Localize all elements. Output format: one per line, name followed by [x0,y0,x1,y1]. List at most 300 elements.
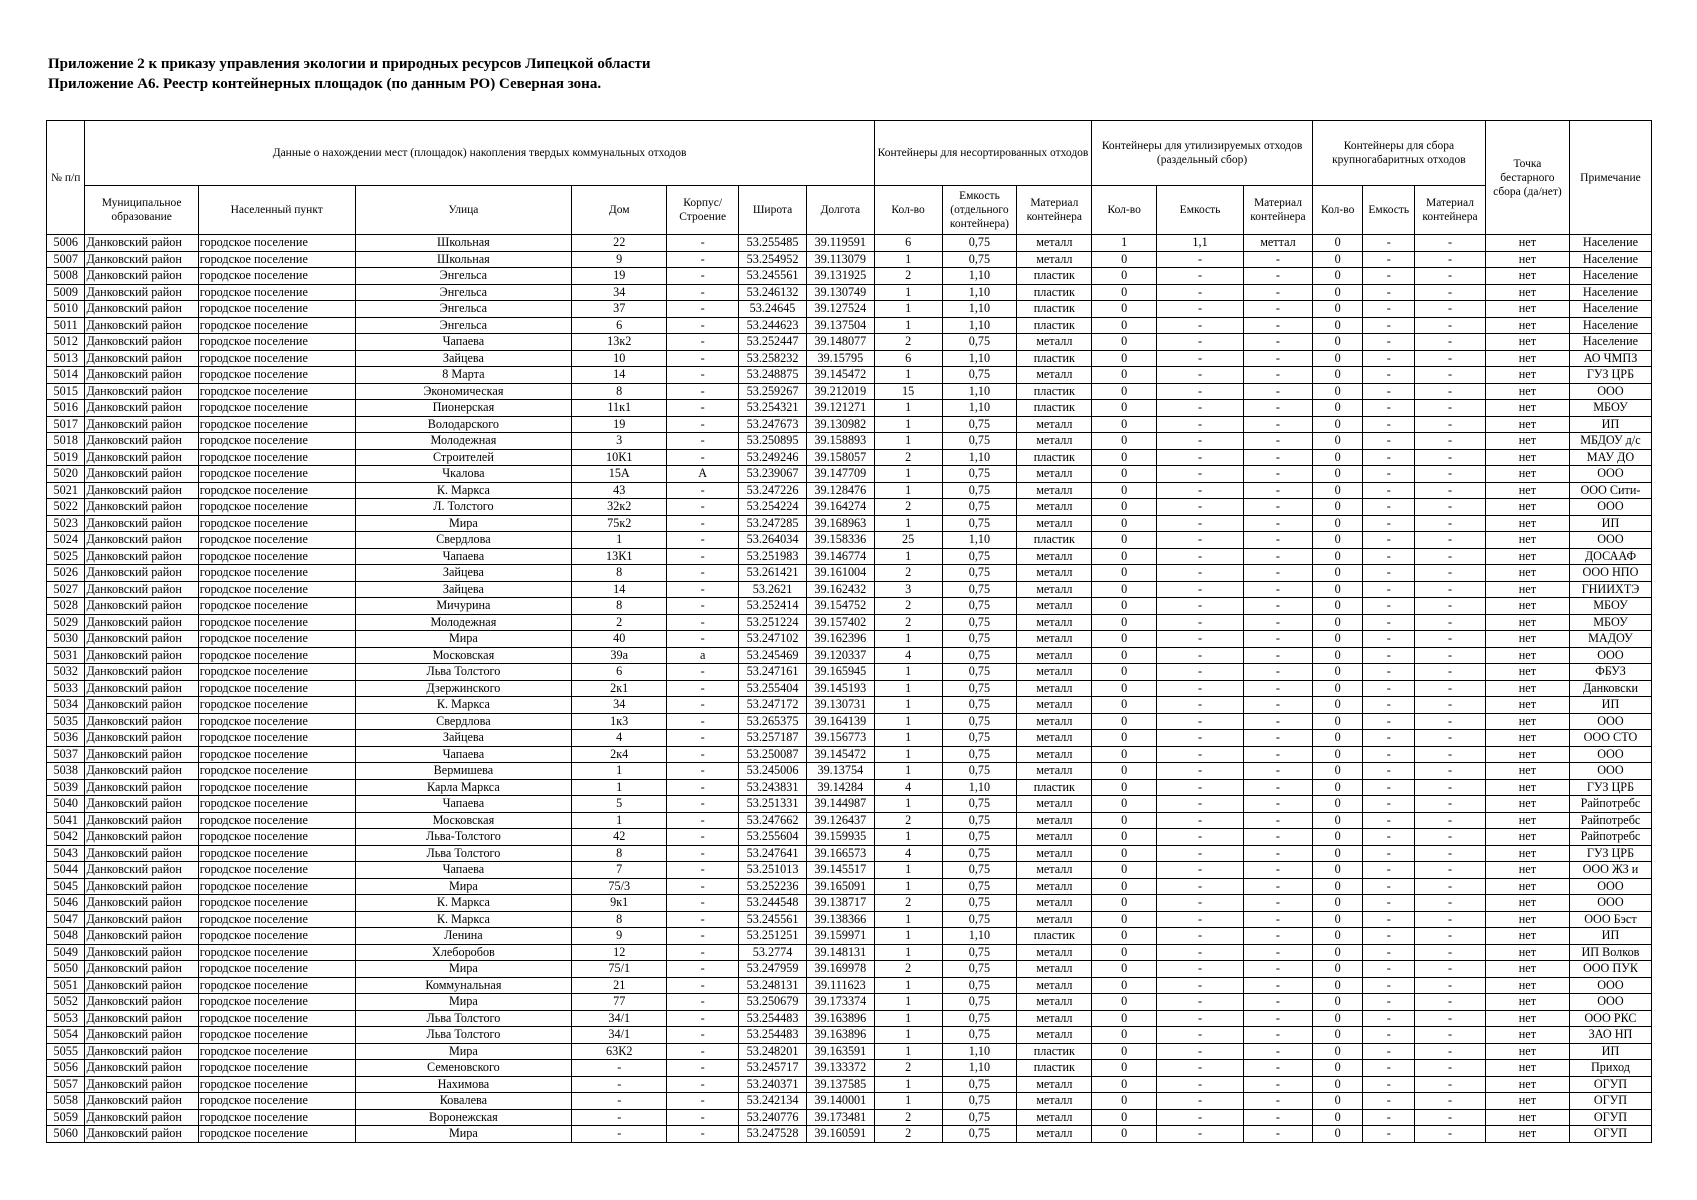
cell-note: ООО [1569,647,1651,664]
cell-bulky-count: 0 [1312,713,1363,730]
cell-settlement: городское поселение [198,1126,355,1143]
cell-bagless: нет [1485,1076,1569,1093]
table-row [47,350,1652,367]
cell-house: 11к1 [572,400,667,417]
cell-house: 13к2 [572,334,667,351]
table-row [47,268,1652,285]
cell-municipality: Данковский район [85,548,198,565]
cell-unsorted-material: металл [1017,1126,1092,1143]
cell-note: ООО СТО [1569,730,1651,747]
cell-lat: 53.250895 [739,433,807,450]
cell-lat: 53.255485 [739,235,807,252]
cell-unsorted-capacity: 0,75 [942,1093,1017,1110]
cell-house: 75/3 [572,878,667,895]
cell-recycle-capacity: - [1157,1027,1244,1044]
cell-recycle-material: - [1244,367,1313,384]
cell-recycle-count: 0 [1092,845,1157,862]
cell-building: - [667,1043,739,1060]
cell-settlement: городское поселение [198,598,355,615]
cell-note: МАДОУ [1569,631,1651,648]
cell-house: 75к2 [572,515,667,532]
cell-unsorted-capacity: 0,75 [942,1027,1017,1044]
cell-bulky-material: - [1415,746,1486,763]
cell-building: - [667,944,739,961]
cell-unsorted-material: металл [1017,713,1092,730]
cell-unsorted-count: 1 [874,730,942,747]
table-row [47,383,1652,400]
cell-street: Свердлова [355,713,572,730]
cell-unsorted-capacity: 0,75 [942,581,1017,598]
table-row [47,928,1652,945]
cell-bulky-count: 0 [1312,334,1363,351]
cell-recycle-material: - [1244,878,1313,895]
cell-settlement: городское поселение [198,466,355,483]
cell-lon: 39.157402 [806,614,874,631]
cell-bulky-capacity: - [1363,664,1415,681]
cell-recycle-material: - [1244,383,1313,400]
cell-bulky-capacity: - [1363,796,1415,813]
cell-street: Мира [355,631,572,648]
cell-bulky-capacity: - [1363,1126,1415,1143]
cell-bulky-capacity: - [1363,400,1415,417]
cell-building: - [667,515,739,532]
table-row [47,664,1652,681]
cell-street: Молодежная [355,614,572,631]
cell-street: 8 Марта [355,367,572,384]
cell-unsorted-capacity: 0,75 [942,1076,1017,1093]
cell-bulky-material: - [1415,400,1486,417]
cell-unsorted-material: металл [1017,499,1092,516]
table-row [47,1076,1652,1093]
cell-recycle-capacity: - [1157,911,1244,928]
cell-recycle-capacity: - [1157,697,1244,714]
cell-lat: 53.244623 [739,317,807,334]
cell-bulky-capacity: - [1363,730,1415,747]
cell-house: 8 [572,845,667,862]
cell-bulky-material: - [1415,697,1486,714]
cell-unsorted-capacity: 1,10 [942,532,1017,549]
cell-street: Коммунальная [355,977,572,994]
cell-recycle-count: 0 [1092,730,1157,747]
cell-unsorted-count: 2 [874,961,942,978]
cell-bagless: нет [1485,878,1569,895]
cell-unsorted-count: 1 [874,680,942,697]
cell-settlement: городское поселение [198,433,355,450]
cell-house: 21 [572,977,667,994]
cell-recycle-count: 0 [1092,911,1157,928]
cell-bulky-count: 0 [1312,1126,1363,1143]
cell-unsorted-capacity: 0,75 [942,1109,1017,1126]
cell-bulky-material: - [1415,713,1486,730]
cell-bulky-capacity: - [1363,383,1415,400]
cell-recycle-material: - [1244,977,1313,994]
cell-unsorted-capacity: 1,10 [942,779,1017,796]
cell-municipality: Данковский район [85,1060,198,1077]
cell-recycle-count: 0 [1092,862,1157,879]
cell-note: ООО [1569,895,1651,912]
cell-recycle-count: 0 [1092,251,1157,268]
cell-bulky-material: - [1415,334,1486,351]
cell-bulky-capacity: - [1363,317,1415,334]
cell-lat: 53.257187 [739,730,807,747]
header-house: Дом [572,186,667,235]
cell-bulky-capacity: - [1363,581,1415,598]
cell-building: - [667,961,739,978]
cell-note: ООО Бэст [1569,911,1651,928]
cell-bulky-count: 0 [1312,433,1363,450]
table-row [47,367,1652,384]
cell-lon: 39.163896 [806,1010,874,1027]
cell-lon: 39.119591 [806,235,874,252]
cell-bulky-material: - [1415,647,1486,664]
cell-recycle-material: - [1244,515,1313,532]
cell-bagless: нет [1485,1109,1569,1126]
cell-row-num: 5037 [47,746,85,763]
cell-unsorted-capacity: 0,75 [942,548,1017,565]
cell-settlement: городское поселение [198,713,355,730]
cell-municipality: Данковский район [85,664,198,681]
cell-lon: 39.130982 [806,416,874,433]
cell-settlement: городское поселение [198,746,355,763]
cell-bulky-capacity: - [1363,499,1415,516]
cell-street: Чапаева [355,548,572,565]
cell-lon: 39.161004 [806,565,874,582]
cell-settlement: городское поселение [198,614,355,631]
cell-bulky-material: - [1415,779,1486,796]
cell-row-num: 5048 [47,928,85,945]
cell-row-num: 5054 [47,1027,85,1044]
cell-building: - [667,878,739,895]
cell-unsorted-capacity: 0,75 [942,746,1017,763]
cell-bulky-count: 0 [1312,812,1363,829]
cell-note: Население [1569,317,1651,334]
cell-bulky-capacity: - [1363,466,1415,483]
cell-unsorted-capacity: 0,75 [942,730,1017,747]
cell-unsorted-capacity: 0,75 [942,829,1017,846]
cell-unsorted-count: 1 [874,697,942,714]
cell-recycle-capacity: - [1157,416,1244,433]
cell-bulky-capacity: - [1363,1076,1415,1093]
cell-lat: 53.247285 [739,515,807,532]
cell-recycle-count: 0 [1092,400,1157,417]
cell-building: - [667,598,739,615]
cell-recycle-material: - [1244,730,1313,747]
cell-bagless: нет [1485,895,1569,912]
cell-bagless: нет [1485,482,1569,499]
header-unsorted-count: Кол-во [874,186,942,235]
cell-bulky-material: - [1415,664,1486,681]
cell-bulky-count: 0 [1312,994,1363,1011]
cell-recycle-material: - [1244,944,1313,961]
table-row [47,466,1652,483]
cell-row-num: 5057 [47,1076,85,1093]
cell-settlement: городское поселение [198,928,355,945]
table-row [47,829,1652,846]
cell-unsorted-material: металл [1017,862,1092,879]
cell-bagless: нет [1485,697,1569,714]
cell-row-num: 5032 [47,664,85,681]
cell-recycle-material: - [1244,1076,1313,1093]
cell-row-num: 5016 [47,400,85,417]
cell-lon: 39.173481 [806,1109,874,1126]
cell-settlement: городское поселение [198,317,355,334]
cell-unsorted-count: 1 [874,1093,942,1110]
cell-municipality: Данковский район [85,367,198,384]
cell-unsorted-material: металл [1017,895,1092,912]
cell-bulky-material: - [1415,565,1486,582]
cell-unsorted-count: 1 [874,433,942,450]
cell-house: 8 [572,565,667,582]
cell-bulky-material: - [1415,796,1486,813]
cell-municipality: Данковский район [85,796,198,813]
cell-settlement: городское поселение [198,449,355,466]
cell-settlement: городское поселение [198,647,355,664]
cell-recycle-capacity: - [1157,713,1244,730]
cell-recycle-material: - [1244,1126,1313,1143]
cell-municipality: Данковский район [85,779,198,796]
cell-street: Московская [355,812,572,829]
cell-recycle-capacity: - [1157,565,1244,582]
cell-row-num: 5014 [47,367,85,384]
cell-row-num: 5024 [47,532,85,549]
cell-street: Льва-Толстого [355,829,572,846]
cell-settlement: городское поселение [198,367,355,384]
cell-recycle-count: 0 [1092,334,1157,351]
cell-lat: 53.240371 [739,1076,807,1093]
cell-bagless: нет [1485,268,1569,285]
cell-unsorted-material: металл [1017,1076,1092,1093]
cell-lat: 53.261421 [739,565,807,582]
cell-bagless: нет [1485,713,1569,730]
cell-lon: 39.137585 [806,1076,874,1093]
cell-recycle-capacity: - [1157,1076,1244,1093]
cell-recycle-material: - [1244,532,1313,549]
cell-settlement: городское поселение [198,697,355,714]
cell-row-num: 5019 [47,449,85,466]
cell-lat: 53.245717 [739,1060,807,1077]
cell-building: - [667,796,739,813]
cell-bulky-material: - [1415,1126,1486,1143]
cell-recycle-capacity: - [1157,400,1244,417]
cell-unsorted-capacity: 0,75 [942,878,1017,895]
cell-note: ООО РКС [1569,1010,1651,1027]
cell-note: ООО [1569,383,1651,400]
cell-recycle-material: - [1244,911,1313,928]
cell-unsorted-capacity: 0,75 [942,895,1017,912]
cell-street: К. Маркса [355,697,572,714]
cell-building: - [667,334,739,351]
cell-unsorted-material: пластик [1017,1043,1092,1060]
cell-unsorted-material: металл [1017,730,1092,747]
cell-bulky-count: 0 [1312,1076,1363,1093]
cell-bagless: нет [1485,779,1569,796]
cell-street: Школьная [355,251,572,268]
cell-lon: 39.138717 [806,895,874,912]
cell-house: 2 [572,614,667,631]
cell-row-num: 5041 [47,812,85,829]
cell-house: 43 [572,482,667,499]
cell-house: 19 [572,416,667,433]
cell-street: Нахимова [355,1076,572,1093]
cell-recycle-capacity: - [1157,944,1244,961]
cell-bulky-capacity: - [1363,598,1415,615]
cell-unsorted-material: пластик [1017,350,1092,367]
cell-recycle-capacity: - [1157,581,1244,598]
cell-bulky-count: 0 [1312,845,1363,862]
table-row [47,779,1652,796]
cell-unsorted-count: 1 [874,482,942,499]
cell-house: - [572,1060,667,1077]
cell-street: К. Маркса [355,482,572,499]
cell-bulky-count: 0 [1312,730,1363,747]
cell-municipality: Данковский район [85,845,198,862]
cell-lon: 39.130731 [806,697,874,714]
cell-lat: 53.247673 [739,416,807,433]
cell-lon: 39.128476 [806,482,874,499]
cell-lat: 53.247226 [739,482,807,499]
cell-unsorted-count: 2 [874,1109,942,1126]
table-row [47,763,1652,780]
cell-unsorted-material: пластик [1017,1060,1092,1077]
cell-house: 1 [572,812,667,829]
cell-recycle-count: 0 [1092,449,1157,466]
cell-bulky-count: 0 [1312,235,1363,252]
cell-bulky-count: 0 [1312,928,1363,945]
cell-house: 9 [572,928,667,945]
cell-lon: 39.166573 [806,845,874,862]
cell-bulky-material: - [1415,449,1486,466]
cell-municipality: Данковский район [85,466,198,483]
cell-lon: 39.169978 [806,961,874,978]
cell-bulky-count: 0 [1312,515,1363,532]
cell-unsorted-material: пластик [1017,928,1092,945]
cell-row-num: 5059 [47,1109,85,1126]
cell-lon: 39.148131 [806,944,874,961]
title-line-1: Приложение 2 к приказу управления экологии и природных ресурсов Липецкой области [48,56,651,72]
cell-recycle-count: 0 [1092,548,1157,565]
cell-lon: 39.159935 [806,829,874,846]
cell-recycle-capacity: - [1157,614,1244,631]
cell-row-num: 5038 [47,763,85,780]
cell-recycle-material: - [1244,598,1313,615]
cell-bulky-count: 0 [1312,680,1363,697]
cell-house: 9к1 [572,895,667,912]
cell-unsorted-capacity: 1,10 [942,928,1017,945]
cell-municipality: Данковский район [85,746,198,763]
cell-bulky-capacity: - [1363,944,1415,961]
cell-note: ООО [1569,499,1651,516]
cell-recycle-count: 0 [1092,961,1157,978]
cell-note: ООО НПО [1569,565,1651,582]
cell-unsorted-count: 4 [874,845,942,862]
cell-settlement: городское поселение [198,251,355,268]
cell-unsorted-material: металл [1017,433,1092,450]
cell-bulky-material: - [1415,878,1486,895]
cell-unsorted-capacity: 0,75 [942,482,1017,499]
cell-settlement: городское поселение [198,730,355,747]
table-row [47,548,1652,565]
cell-recycle-material: - [1244,1093,1313,1110]
cell-recycle-capacity: - [1157,845,1244,862]
cell-row-num: 5007 [47,251,85,268]
cell-lat: 53.255604 [739,829,807,846]
cell-municipality: Данковский район [85,532,198,549]
cell-bagless: нет [1485,911,1569,928]
cell-bulky-count: 0 [1312,862,1363,879]
cell-unsorted-material: металл [1017,1093,1092,1110]
cell-settlement: городское поселение [198,334,355,351]
cell-unsorted-capacity: 0,75 [942,647,1017,664]
cell-row-num: 5022 [47,499,85,516]
cell-bagless: нет [1485,565,1569,582]
cell-recycle-count: 0 [1092,268,1157,285]
table-header [47,121,1652,235]
cell-lon: 39.131925 [806,268,874,285]
cell-recycle-count: 0 [1092,763,1157,780]
cell-settlement: городское поселение [198,350,355,367]
cell-bulky-count: 0 [1312,895,1363,912]
cell-recycle-capacity: - [1157,862,1244,879]
cell-house: 22 [572,235,667,252]
cell-unsorted-material: металл [1017,235,1092,252]
cell-unsorted-count: 6 [874,235,942,252]
cell-street: Чапаева [355,746,572,763]
cell-note: МБОУ [1569,400,1651,417]
cell-recycle-capacity: - [1157,664,1244,681]
cell-recycle-material: - [1244,334,1313,351]
cell-bulky-count: 0 [1312,664,1363,681]
cell-bulky-material: - [1415,631,1486,648]
cell-street: Мичурина [355,598,572,615]
cell-note: ООО [1569,713,1651,730]
cell-row-num: 5036 [47,730,85,747]
cell-lat: 53.245561 [739,911,807,928]
cell-municipality: Данковский район [85,961,198,978]
cell-bulky-count: 0 [1312,961,1363,978]
cell-recycle-count: 0 [1092,944,1157,961]
cell-building: - [667,994,739,1011]
cell-bulky-capacity: - [1363,961,1415,978]
cell-bulky-count: 0 [1312,631,1363,648]
cell-settlement: городское поселение [198,1027,355,1044]
cell-house: 4 [572,730,667,747]
cell-house: 77 [572,994,667,1011]
cell-unsorted-count: 3 [874,581,942,598]
cell-lon: 39.138366 [806,911,874,928]
table-row [47,895,1652,912]
cell-bulky-count: 0 [1312,1010,1363,1027]
cell-unsorted-capacity: 0,75 [942,433,1017,450]
table-row [47,647,1652,664]
cell-lon: 39.165091 [806,878,874,895]
cell-bagless: нет [1485,680,1569,697]
cell-unsorted-material: пластик [1017,400,1092,417]
cell-municipality: Данковский район [85,911,198,928]
cell-house: 3 [572,433,667,450]
cell-lon: 39.154752 [806,598,874,615]
cell-recycle-material: - [1244,301,1313,318]
cell-unsorted-capacity: 0,75 [942,845,1017,862]
cell-settlement: городское поселение [198,301,355,318]
cell-bagless: нет [1485,994,1569,1011]
cell-unsorted-capacity: 0,75 [942,961,1017,978]
cell-bulky-count: 0 [1312,581,1363,598]
cell-note: Райпотребс [1569,812,1651,829]
cell-bulky-material: - [1415,350,1486,367]
table-row [47,1126,1652,1143]
cell-bulky-count: 0 [1312,383,1363,400]
cell-settlement: городское поселение [198,1060,355,1077]
